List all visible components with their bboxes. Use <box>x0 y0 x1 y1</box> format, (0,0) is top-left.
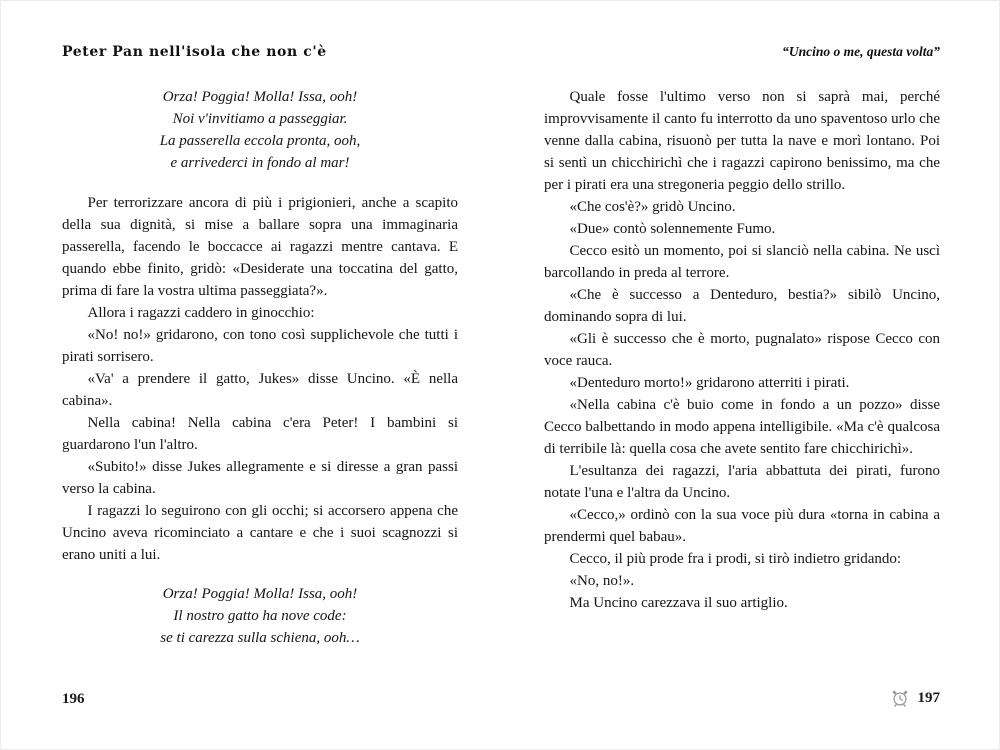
paragraph: «Che cos'è?» gridò Uncino. <box>569 199 736 215</box>
verse-line: La passerella eccola pronta, ooh, <box>159 133 361 149</box>
book-title-header: Peter Pan nell'isola che non c'è <box>62 44 327 60</box>
verse-line: e arrivederci in fondo al mar! <box>170 155 350 171</box>
paragraph: Nella cabina! Nella cabina c'era Peter! I bambini si guardarono l'un l'altro. <box>62 415 458 453</box>
right-page-paragraphs <box>544 86 940 614</box>
paragraph: «Cecco,» ordinò con la sua voce più dura «torna in cabina a prendermi quel babau». <box>544 507 940 545</box>
paragraph: «Denteduro morto!» gridarono atterriti i pirati. <box>569 375 850 391</box>
paragraph: «Va' a prendere il gatto, Jukes» disse Uncino. «È nella cabina». <box>62 371 458 409</box>
page-number-right-group <box>889 687 941 709</box>
paragraph: Ma Uncino carezzava il suo artiglio. <box>569 595 788 611</box>
page-number-left: 196 <box>62 691 85 707</box>
alarm-clock-icon <box>889 687 911 709</box>
paragraph: Per terrorizzare ancora di più i prigionieri, anche a scapito della sua dignità, si mise a ballare sopra una immaginaria passerella, facendo le boccacce ai ragazzi mentre cantava. E quando ebbe finito, gridò: «Desiderate una toccatina del gatto, prima di fare la vostra ultima passeggiata?». <box>62 195 458 299</box>
right-page-body <box>544 86 940 614</box>
verse-line: Il nostro gatto ha nove code: <box>173 608 347 624</box>
paragraph: «Due» contò solennemente Fumo. <box>569 221 776 237</box>
paragraph: «Che è successo a Denteduro, bestia?» sibilò Uncino, dominando sopra di lui. <box>544 287 940 325</box>
paragraph: «No, no!». <box>569 573 635 589</box>
paragraph: «Nella cabina c'è buio come in fondo a un pozzo» disse Cecco balbettando in modo appena intelligibile. «Ma c'è qualcosa di terribile là: quella cosa che avete sentito fare chicchirichì». <box>544 397 940 457</box>
paragraph: Cecco, il più prode fra i prodi, si tirò indietro gridando: <box>569 551 902 567</box>
right-page <box>544 44 940 614</box>
paragraph: L'esultanza dei ragazzi, l'aria abbattuta dei pirati, furono notate l'una e l'altra da Uncino. <box>544 463 940 501</box>
paragraph: Quale fosse l'ultimo verso non si saprà mai, perché improvvisamente il canto fu interrotto da uno spaventoso urlo che venne dalla cabina, risuonò per tutta la nave e morì lontano. Poi si sentì un chicchirichì che i ragazzi capirono benissimo, ma che per i pirati era una stregoneria peggio dello strillo. <box>544 89 940 193</box>
verse-line: Noi v'invitiamo a passeggiar. <box>172 111 348 127</box>
paragraph: «Subito!» disse Jukes allegramente e si diresse a gran passi verso la cabina. <box>62 459 458 497</box>
verse-line: Orza! Poggia! Molla! Issa, ooh! <box>162 89 358 105</box>
song-verse-1 <box>62 86 458 174</box>
paragraph: I ragazzi lo seguirono con gli occhi; si accorsero appena che Uncino aveva ricominciato a cantare e che i suoi scagnozzi si erano uniti a lui. <box>62 503 458 563</box>
left-page <box>62 44 458 649</box>
paragraph: «No! no!» gridarono, con tono così supplichevole che tutti i pirati sorrisero. <box>62 327 458 365</box>
paragraph: «Gli è successo che è morto, pugnalato» rispose Cecco con voce rauca. <box>544 331 940 369</box>
page-number-right: 197 <box>917 689 940 706</box>
left-page-body <box>62 86 458 649</box>
paragraph: Allora i ragazzi caddero in ginocchio: <box>87 305 315 321</box>
verse-line: Orza! Poggia! Molla! Issa, ooh! <box>162 586 358 602</box>
song-verse-2 <box>62 583 458 649</box>
chapter-title-header: “Uncino o me, questa volta” <box>782 44 940 59</box>
verse-line: se ti carezza sulla schiena, ooh… <box>160 630 360 646</box>
left-page-paragraphs <box>62 192 458 566</box>
paragraph: Cecco esitò un momento, poi si slanciò nella cabina. Ne uscì barcollando in preda al terrore. <box>544 243 940 281</box>
